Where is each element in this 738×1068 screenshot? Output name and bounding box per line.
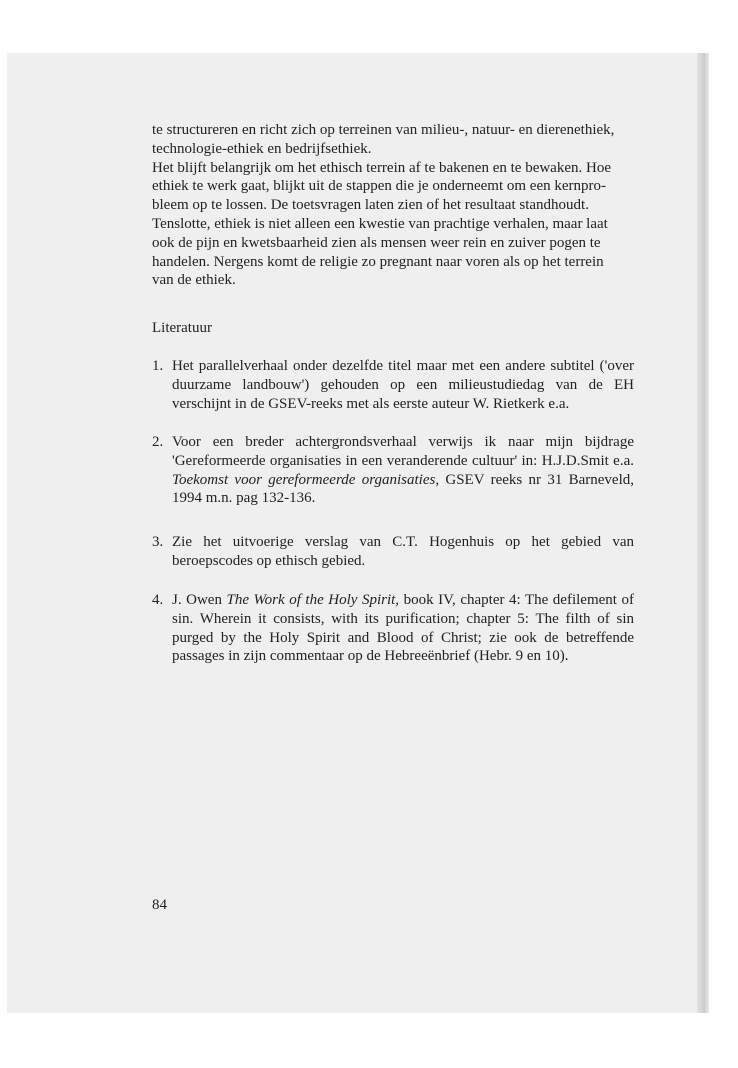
text-line: van de ethiek. — [152, 272, 236, 289]
literature-number: 1. — [152, 358, 164, 374]
literature-text-after: book IV, chapter 4: The defilement of sin. Wherein it consists, with its purification; chapter 5: The filth of sin purged by the Holy Spirit and Blood of Christ; zie ook de betreffende passages in zijn commentaar op de Hebreeënbrief (Hebr. 9 en 10). — [172, 592, 634, 665]
text-line: technologie-ethiek en bedrijfsethiek. — [152, 140, 372, 157]
literature-title-italic: Toekomst voor gereformeerde organisaties — [172, 471, 436, 488]
literature-title-italic: The Work of the Holy Spirit, — [226, 592, 400, 608]
literature-item — [152, 591, 634, 666]
text-line: ethiek te werk gaat, blijkt uit de stappen die je onderneemt om een kernpro- — [152, 178, 607, 195]
literature-text-after: , GSEV reeks nr 31 Barneveld, 1994 m.n. pag 132-136. — [172, 471, 635, 507]
literature-text: Het parallelverhaal onder dezelfde titel maar met een andere subtitel ('over duurzame landbouw') gehouden op een milieustudiedag van de EH verschijnt in de GSEV-reeks met als eerste auteur W. Rietkerk e.a. — [172, 358, 634, 412]
literature-number: 4. — [152, 592, 164, 608]
literature-number: 3. — [152, 534, 164, 550]
page-number: 84 — [152, 897, 167, 913]
page-edge — [697, 53, 709, 1013]
intro-paragraph — [152, 121, 634, 290]
literature-text-before: Voor een breder achtergrondsverhaal verwijs ik naar mijn bijdrage 'Gereformeerde organisaties in een veranderende cultuur' in: H.J.D.Smit e.a. — [172, 434, 634, 469]
literature-heading: Literatuur — [152, 320, 212, 336]
literature-text-before: J. Owen — [172, 592, 227, 608]
literature-text — [172, 433, 634, 508]
literature-number: 2. — [152, 434, 164, 450]
literature-item — [152, 533, 634, 571]
literature-text: Zie het uitvoerige verslag van C.T. Hogenhuis op het gebied van beroepscodes op ethisch gebied. — [172, 534, 634, 569]
literature-item — [152, 357, 634, 413]
text-line: Tenslotte, ethiek is niet alleen een kwestie van prachtige verhalen, maar laat — [152, 215, 608, 232]
literature-item — [152, 433, 634, 508]
text-line: bleem op te lossen. De toetsvragen laten zien of het resultaat standhoudt. — [152, 197, 589, 214]
text-line: Het blijft belangrijk om het ethisch terrein af te bakenen en te bewaken. Hoe — [152, 159, 611, 176]
body-text — [152, 121, 635, 665]
text-line: ook de pijn en kwetsbaarheid zien als mensen weer rein en zuiver pogen te — [152, 234, 601, 251]
text-line: te structureren en richt zich op terreinen van milieu-, natuur- en dierenethiek, — [152, 122, 615, 138]
literature-text — [172, 591, 634, 666]
text-line: handelen. Nergens komt de religie zo pregnant naar voren als op het terrein — [152, 253, 604, 270]
